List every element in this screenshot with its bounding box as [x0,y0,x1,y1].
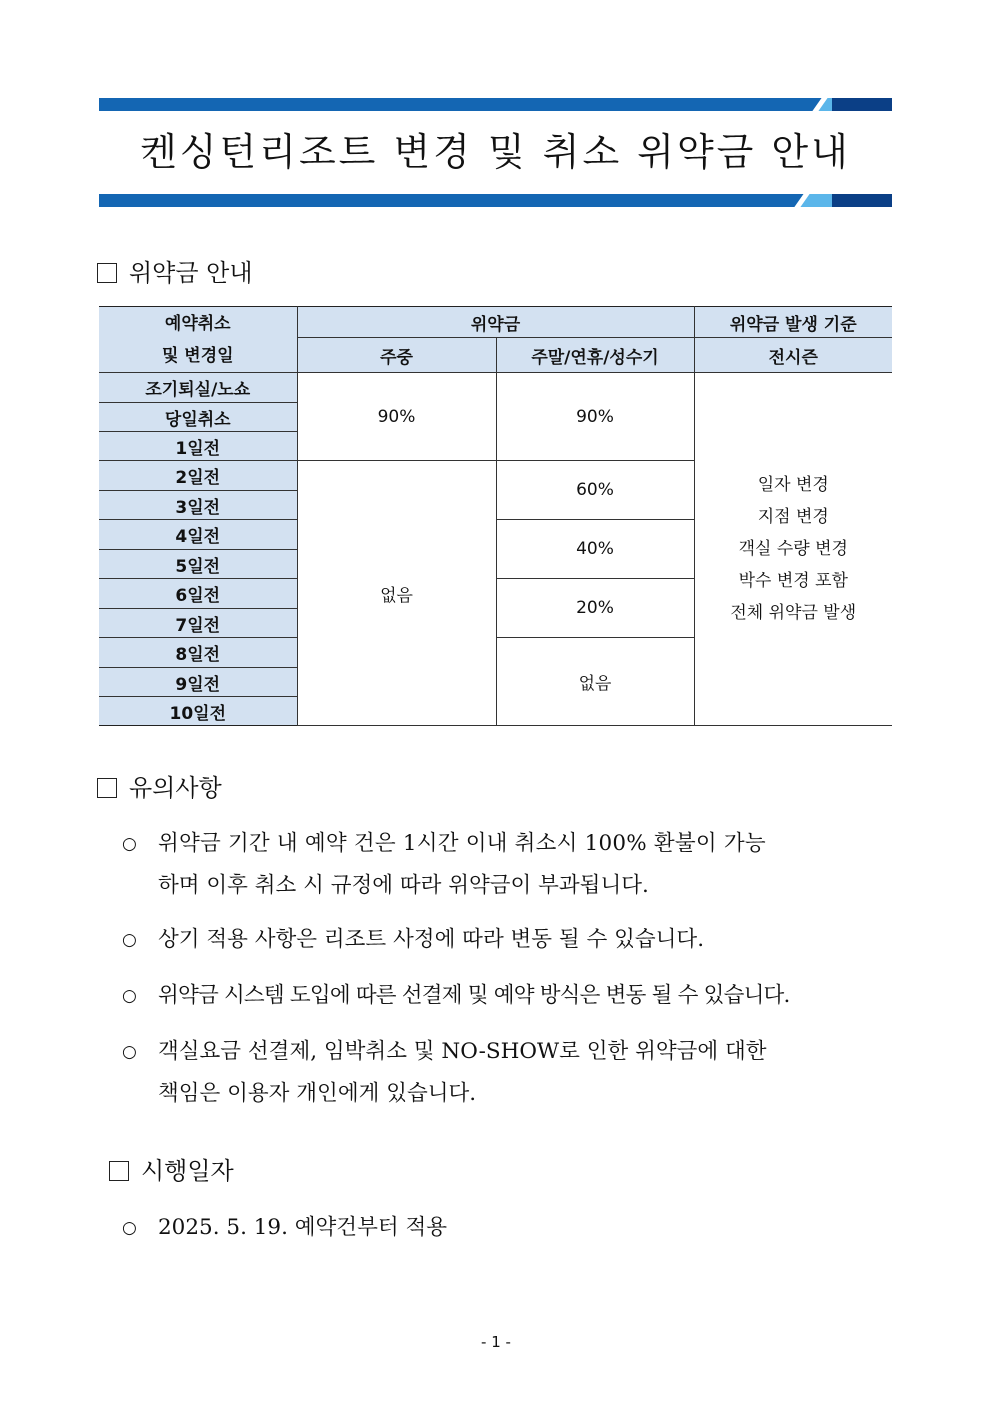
circle-bullet-icon: ○ [122,986,137,1006]
document-title: 켄싱턴리조트 변경 및 취소 위약금 안내 [140,130,851,174]
basis-description: 일자 변경 지점 변경 객실 수량 변경 박수 변경 포함 전체 위약금 발생 [694,373,892,726]
section-heading-effective-date: 시행일자 [109,1155,234,1187]
row-label: 8일전 [99,638,297,668]
effective-date-item: ○ 2025. 5. 19. 예약건부터 적용 [122,1207,902,1249]
title-top-band [99,98,892,111]
checkbox-square-icon [97,263,117,283]
header-basis: 위약금 발생 기준 [694,307,892,338]
row-label: 7일전 [99,609,297,638]
row-label: 2일전 [99,461,297,491]
penalty-table [99,306,892,726]
weekend-value: 없음 [496,638,694,726]
note-item: ○ 상기 적용 사항은 리조트 사정에 따라 변동 될 수 있습니다. [122,919,902,961]
header-weekend: 주말/연휴/성수기 [496,338,694,373]
row-label: 당일취소 [99,403,297,432]
circle-bullet-icon: ○ [122,834,137,854]
header-all-season: 전시즌 [694,338,892,373]
title-bottom-band [99,194,892,207]
circle-bullet-icon: ○ [122,1042,137,1062]
header-cancel-date: 예약취소 및 변경일 [99,307,297,373]
page-number: - 1 - [481,1333,511,1351]
row-label: 1일전 [99,432,297,461]
note-item: ○ 객실요금 선결제, 임박취소 및 NO-SHOW로 인한 위약금에 대한 책임은 이용자 개인에게 있습니다. [122,1031,902,1115]
checkbox-square-icon [109,1161,129,1181]
row-label: 9일전 [99,668,297,697]
row-label: 5일전 [99,550,297,579]
row-label: 10일전 [99,697,297,726]
row-label: 6일전 [99,579,297,609]
weekend-value: 90% [496,373,694,461]
weekend-value: 60% [496,461,694,520]
circle-bullet-icon: ○ [122,1218,137,1238]
note-item: ○ 위약금 시스템 도입에 따른 선결제 및 예약 방식은 변동 될 수 있습니다. [122,975,902,1017]
section-heading-penalty: 위약금 안내 [97,257,253,289]
checkbox-square-icon [97,778,117,798]
circle-bullet-icon: ○ [122,930,137,950]
row-label: 4일전 [99,520,297,550]
row-label: 3일전 [99,491,297,520]
weekday-value: 없음 [297,461,496,726]
header-penalty: 위약금 [297,307,694,338]
header-weekday: 주중 [297,338,496,373]
weekend-value: 20% [496,579,694,638]
note-item: ○ 위약금 기간 내 예약 건은 1시간 이내 취소시 100% 환불이 가능 하며 이후 취소 시 규정에 따라 위약금이 부과됩니다. [122,823,902,907]
section-heading-notes: 유의사항 [97,772,222,804]
row-label: 조기퇴실/노쇼 [99,373,297,403]
weekend-value: 40% [496,520,694,579]
weekday-value: 90% [297,373,496,461]
